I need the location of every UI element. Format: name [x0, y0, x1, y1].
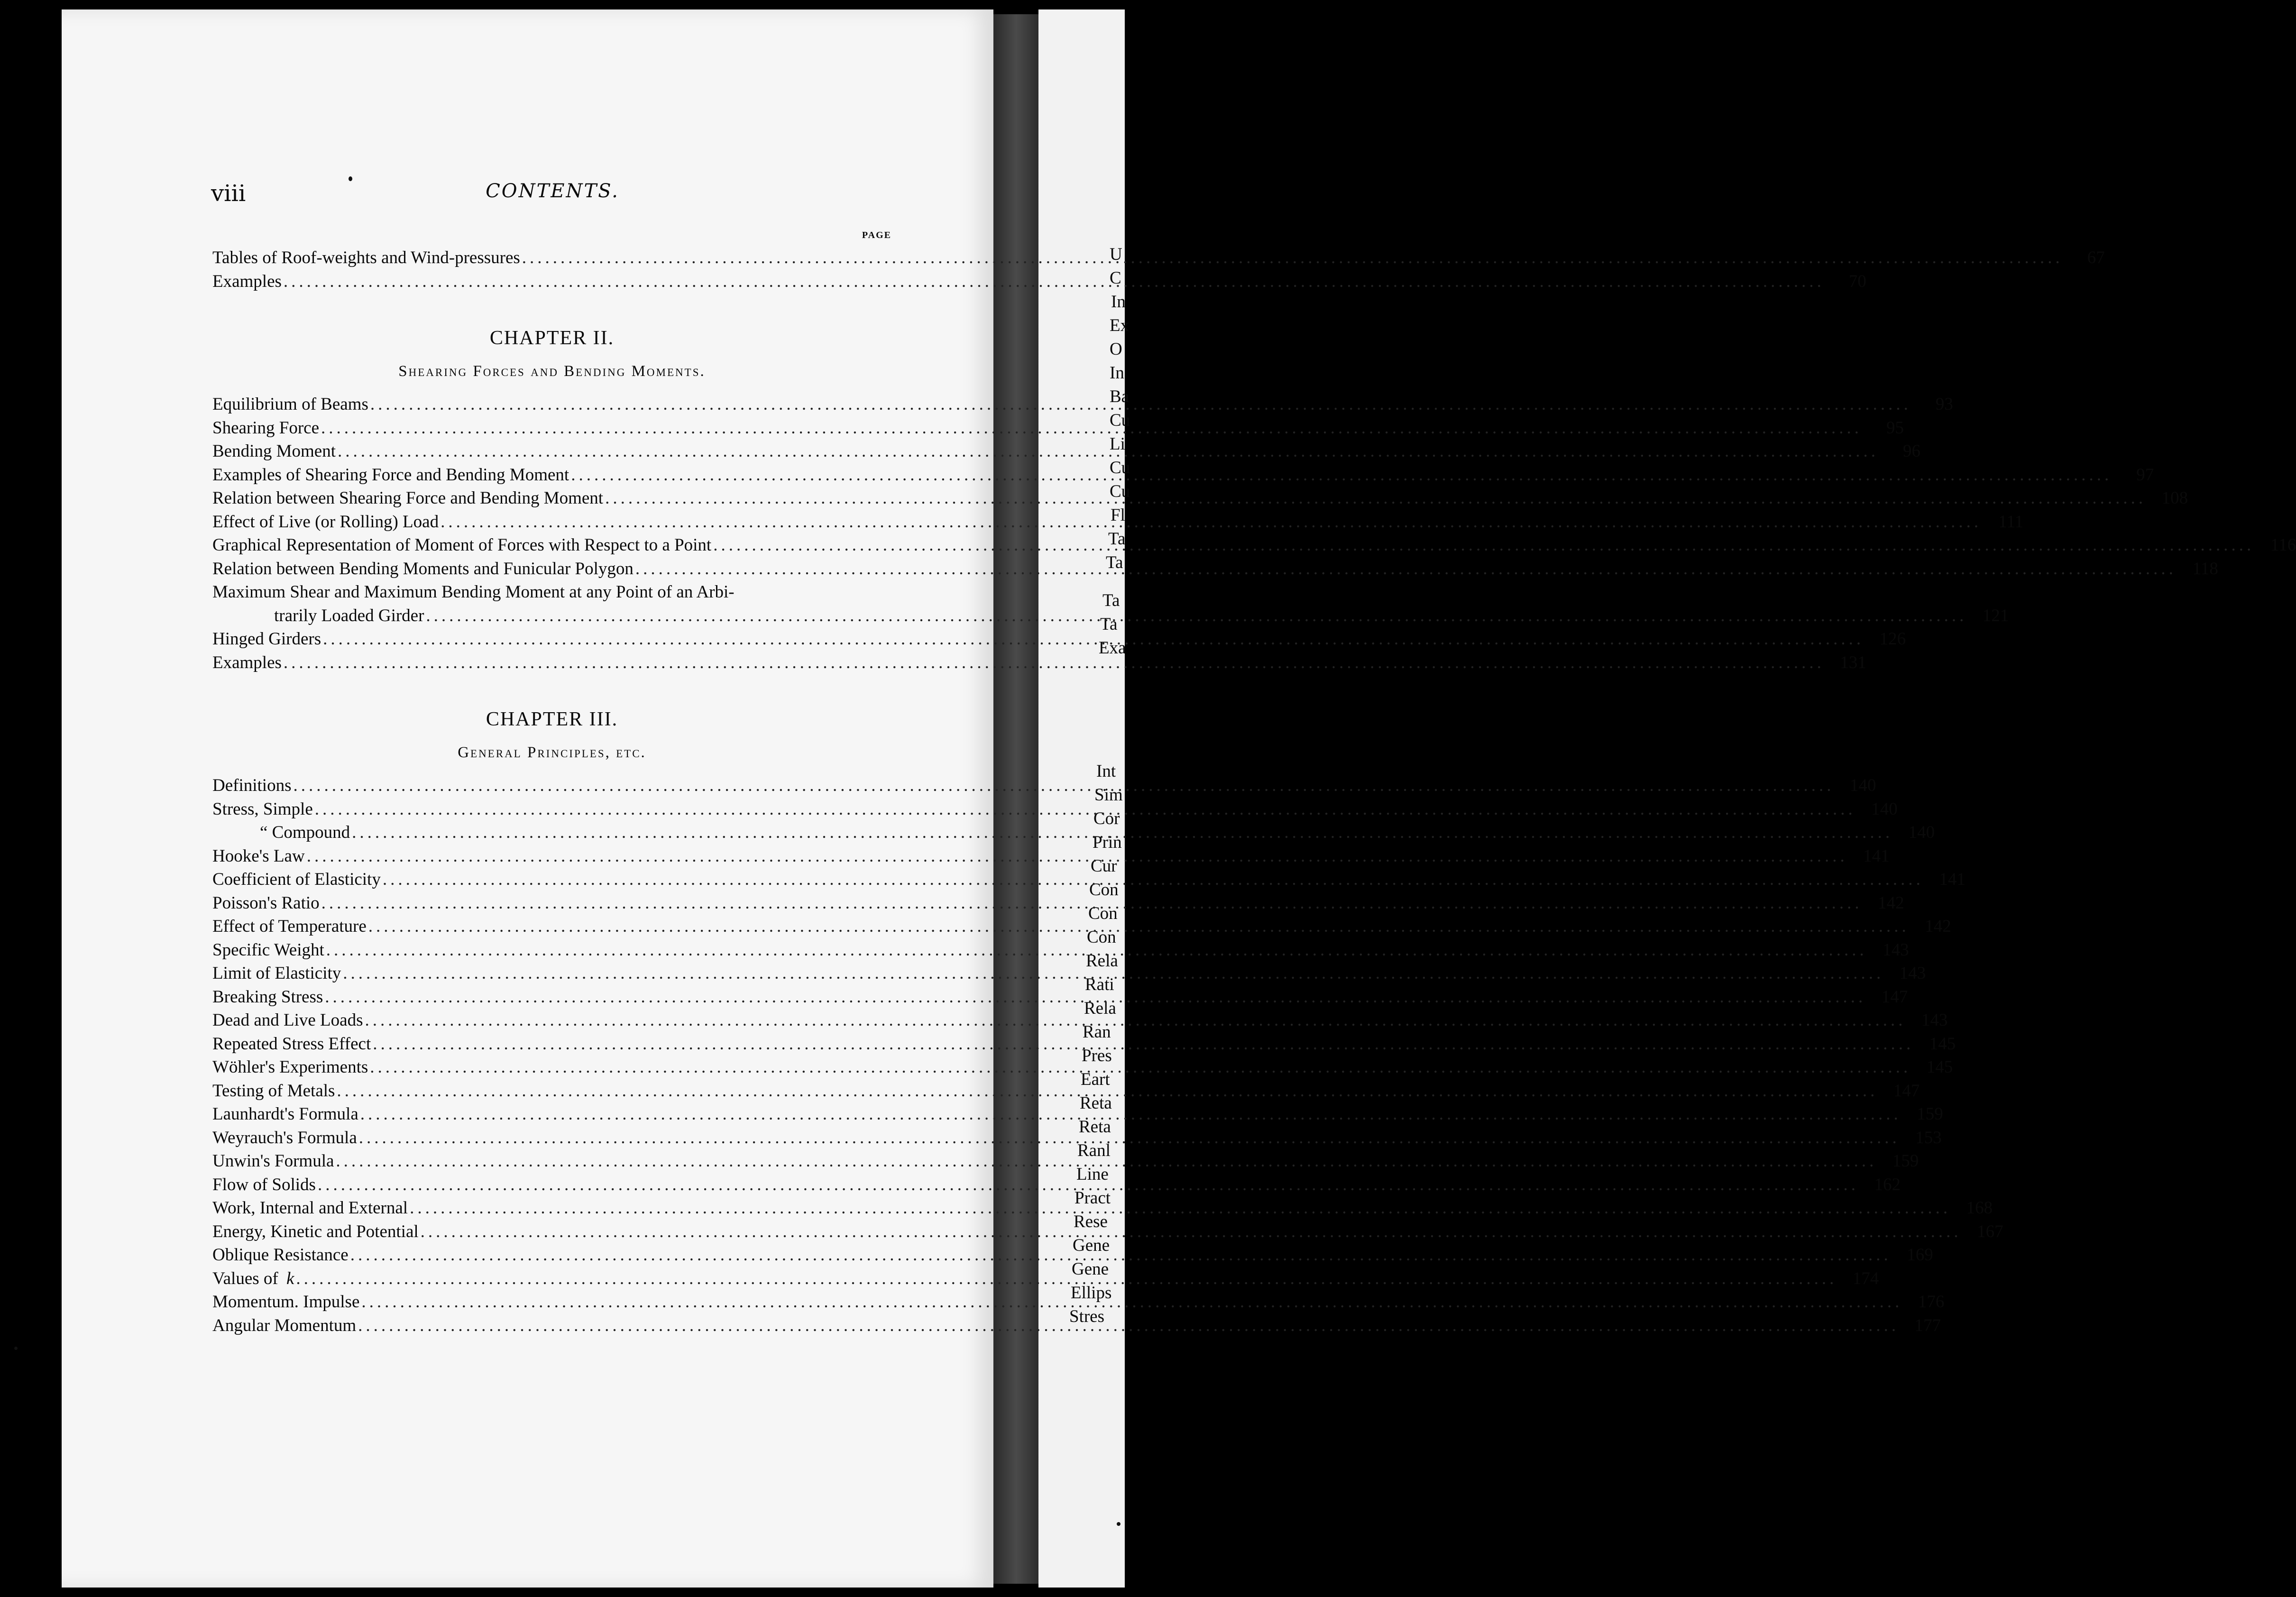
dot-leader — [326, 938, 1867, 962]
dot-leader — [370, 393, 1911, 416]
toc-entry-title: Poisson's Ratio — [212, 893, 320, 913]
dot-leader — [365, 1009, 1906, 1032]
toc-entry — [212, 580, 891, 604]
page-header — [211, 180, 894, 209]
toc-entry-title: Launhardt's Formula — [212, 1104, 358, 1124]
dot-leader — [713, 533, 2254, 557]
scan-speck — [14, 1347, 18, 1350]
facing-page-fragment: Int — [1096, 762, 1116, 781]
toc-entry-page: 167 — [1977, 1221, 2003, 1241]
toc-entry-page: 142 — [1925, 917, 1951, 936]
toc-entry-title: Effect of Temperature — [212, 917, 367, 936]
toc-entry-title: Relation between Shearing Force and Bending Moment — [212, 488, 604, 508]
dot-leader — [635, 557, 2177, 581]
facing-page-fragment: Cu — [1110, 482, 1130, 501]
toc-entry-page: 153 — [1915, 1128, 1942, 1147]
dot-leader — [421, 1220, 1962, 1244]
dot-leader — [284, 270, 1825, 294]
toc-entry-title: Bending Moment — [212, 441, 336, 461]
toc-entry-title: Examples — [212, 652, 282, 672]
toc-entry-page: 140 — [1908, 823, 1935, 842]
toc-entry-title: Effect of Live (or Rolling) Load — [212, 512, 439, 532]
dot-leader — [336, 1149, 1877, 1173]
toc-entry-title: Tables of Roof-weights and Wind-pressures — [212, 248, 520, 267]
facing-page-fragment: Ellips — [1071, 1283, 1112, 1303]
toc-entry-title: trarily Loaded Girder — [274, 606, 424, 625]
facing-page-fragment: Gene — [1073, 1236, 1110, 1255]
facing-page-fragment: Pres — [1082, 1046, 1112, 1065]
dot-leader — [323, 627, 1864, 651]
facing-page-fragment: Ran — [1083, 1022, 1111, 1042]
facing-page-fragment: Ex — [1110, 316, 1130, 335]
toc-entry-page: 131 — [1840, 652, 1866, 672]
dot-leader — [359, 1126, 1900, 1150]
toc-entry-page: 168 — [1966, 1198, 1993, 1218]
toc-entry-title: Breaking Stress — [212, 987, 323, 1007]
facing-page-fragment: Rati — [1085, 975, 1114, 994]
dot-leader — [318, 1173, 1859, 1197]
facing-page-fragment: Con — [1088, 904, 1118, 923]
facing-page-fragment: Sim — [1094, 785, 1123, 805]
toc-entry-page: 141 — [1863, 846, 1890, 866]
dot-leader — [321, 891, 1863, 915]
chapter-subtitle: General Principles, etc. — [458, 744, 646, 761]
dot-leader — [361, 1290, 1902, 1314]
dot-leader — [338, 440, 1879, 463]
dot-leader — [605, 486, 2146, 510]
toc-entry-page: 143 — [1899, 964, 1926, 983]
toc-entry-title: Shearing Force — [212, 418, 320, 438]
dot-leader — [383, 868, 1924, 891]
facing-page-fragment: C — [1110, 268, 1121, 288]
dot-leader — [368, 915, 1910, 938]
dot-leader — [350, 1243, 1892, 1267]
toc-entry-title: Flow of Solids — [212, 1175, 316, 1194]
dot-leader — [352, 821, 1893, 844]
running-title: CONTENTS. — [486, 180, 619, 202]
dot-leader — [360, 1102, 1901, 1126]
toc-entry-page: 116 — [2270, 535, 2296, 555]
dot-leader — [426, 604, 1967, 628]
toc-entry-page: 126 — [1879, 629, 1906, 649]
toc-entry-page: 176 — [1918, 1292, 1945, 1312]
facing-page-fragment: Ta — [1108, 529, 1126, 549]
scan-speck — [1117, 1522, 1120, 1526]
facing-page-fragment: Con — [1089, 880, 1119, 899]
toc-entry-title: Dead and Live Loads — [212, 1010, 363, 1030]
facing-page-fragment: Cor — [1093, 809, 1120, 828]
facing-page-fragment: Ta — [1100, 615, 1118, 634]
toc-entry-page: 118 — [2192, 559, 2218, 578]
dot-leader — [307, 844, 1848, 868]
toc-entry-page: 159 — [1917, 1104, 1943, 1124]
dot-leader — [522, 246, 2063, 270]
dot-leader — [370, 1055, 1911, 1079]
dot-leader — [358, 1314, 1899, 1338]
toc-entry-title: Limit of Elasticity — [212, 964, 341, 983]
facing-page-fragment: Pract — [1075, 1188, 1111, 1208]
toc-entry-page: 143 — [1921, 1010, 1948, 1030]
facing-page-fragment: Exa — [1099, 638, 1126, 658]
dot-leader — [373, 1032, 1914, 1056]
page-column-label: PAGE — [862, 230, 891, 240]
toc-entry-title: Work, Internal and External — [212, 1198, 408, 1218]
facing-page-fragment: Rela — [1084, 999, 1116, 1018]
toc-entry-page: 95 — [1886, 418, 1904, 438]
dot-leader — [325, 985, 1866, 1009]
toc-entry-title: Testing of Metals — [212, 1081, 335, 1101]
toc-entry-page: 140 — [1871, 799, 1898, 819]
facing-page-fragment: Rela — [1086, 951, 1118, 971]
toc-entry-page: 159 — [1892, 1151, 1919, 1171]
dot-leader — [293, 774, 1834, 798]
facing-page-fragment: Ba — [1110, 387, 1130, 406]
facing-page-fragment: Reta — [1080, 1093, 1112, 1113]
facing-page-fragment: U — [1110, 245, 1122, 264]
facing-page-fragment: Prin — [1093, 833, 1122, 852]
toc-entry-page: 142 — [1878, 893, 1904, 913]
toc-entry-title: Stress, Simple — [212, 799, 313, 819]
toc-entry-page: 140 — [1849, 776, 1876, 795]
toc-entry-title: “ Compound — [260, 823, 350, 842]
facing-page-fragment: Cu — [1110, 411, 1130, 430]
toc-entry — [212, 270, 1866, 294]
toc-entry-title: Coefficient of Elasticity — [212, 870, 381, 889]
chapter-heading: CHAPTER II. — [489, 327, 615, 349]
toc-entry-title: Examples of Shearing Force and Bending Moment — [212, 465, 569, 485]
toc-entry-page: 108 — [2161, 488, 2188, 508]
facing-page-fragment: In — [1110, 363, 1124, 383]
dot-leader — [571, 463, 2112, 487]
toc-entry-title: Specific Weight — [212, 940, 324, 960]
facing-page-fragment: Gene — [1072, 1259, 1109, 1279]
toc-entry-title: Oblique Resistance — [212, 1245, 349, 1265]
toc-entry — [212, 533, 2296, 557]
dot-leader — [343, 962, 1884, 985]
toc-entry-title: Unwin's Formula — [212, 1151, 334, 1171]
toc-entry-title: Hooke's Law — [212, 846, 305, 866]
toc-entry-page: 143 — [1883, 940, 1909, 960]
dot-leader — [410, 1196, 1951, 1220]
chapter-heading: CHAPTER III. — [486, 708, 618, 730]
toc-entry-page: 169 — [1907, 1245, 1933, 1265]
toc-entry-title: Examples — [212, 271, 282, 291]
dot-leader — [321, 416, 1862, 440]
toc-entry-title: Wöhler's Experiments — [212, 1057, 368, 1077]
facing-page-fragment: Line — [1076, 1165, 1109, 1184]
toc-entry-page: 174 — [1852, 1268, 1879, 1288]
facing-page-fragment: Ta — [1106, 553, 1123, 572]
toc-entry-title: Repeated Stress Effect — [212, 1034, 371, 1054]
toc-entry-title: Maximum Shear and Maximum Bending Moment at any Point of an Arbi- — [212, 582, 735, 602]
facing-page-fragment: Eart — [1081, 1070, 1110, 1089]
toc-entry-title: Values of k — [212, 1268, 294, 1288]
toc-entry-title: Graphical Representation of Moment of Forces with Respect to a Point — [212, 535, 712, 555]
toc-entry-title: Relation between Bending Moments and Funicular Polygon — [212, 559, 634, 578]
toc-entry-page: 70 — [1848, 271, 1866, 291]
toc-entry-page: 177 — [1914, 1315, 1941, 1335]
dot-leader — [315, 798, 1856, 821]
toc-entry-page: 97 — [2136, 465, 2154, 485]
toc-entry-page: 67 — [2087, 248, 2105, 267]
facing-page-fragment: Reta — [1079, 1117, 1111, 1137]
toc-entry — [212, 510, 2024, 534]
toc-entry-title: Momentum. Impulse — [212, 1292, 360, 1312]
toc-entry-title: Definitions — [212, 776, 292, 795]
toc-entry-page: 162 — [1874, 1175, 1901, 1194]
facing-page-fragment: Fl — [1111, 505, 1125, 525]
toc-entry-title: Angular Momentum — [212, 1315, 357, 1335]
facing-page-fragment: Stres — [1069, 1307, 1104, 1326]
facing-page-fragment: Con — [1087, 927, 1116, 947]
toc-entry-title: Hinged Girders — [212, 629, 321, 649]
facing-page-fragment: Rese — [1074, 1212, 1108, 1231]
toc-entry-page: 147 — [1881, 987, 1908, 1007]
toc-entry — [212, 246, 2105, 270]
page-number: viii — [211, 180, 246, 207]
toc-entry — [212, 651, 1866, 675]
toc-entry-page: 145 — [1926, 1057, 1953, 1077]
toc-entry-title: Weyrauch's Formula — [212, 1128, 357, 1147]
toc-entry-title: Equilibrium of Beams — [212, 395, 368, 414]
dot-leader — [337, 1079, 1878, 1103]
toc-entry-page: 93 — [1935, 395, 1953, 414]
facing-page-fragment: Cu — [1110, 458, 1130, 477]
facing-page-fragment: Ranl — [1077, 1141, 1111, 1160]
facing-page-fragment: Ta — [1102, 591, 1120, 610]
facing-page-fragment: In — [1111, 292, 1126, 312]
toc-entry-page: 111 — [1998, 512, 2024, 532]
chapter-subtitle: Shearing Forces and Bending Moments. — [398, 363, 706, 380]
dot-leader — [296, 1267, 1837, 1291]
dot-leader — [441, 510, 1982, 534]
toc-entry-title: Energy, Kinetic and Potential — [212, 1221, 419, 1241]
toc-entry-page: 96 — [1903, 441, 1921, 461]
dot-leader — [284, 651, 1825, 675]
toc-entry-page: 121 — [1982, 606, 2009, 625]
toc-entry-page: 147 — [1893, 1081, 1920, 1101]
toc-entry-page: 145 — [1929, 1034, 1956, 1054]
facing-page-fragment: O — [1110, 340, 1122, 359]
facing-page-fragment: Cur — [1091, 856, 1117, 876]
toc-entry-page: 141 — [1939, 870, 1965, 889]
facing-page-fragment: Li — [1110, 434, 1125, 454]
